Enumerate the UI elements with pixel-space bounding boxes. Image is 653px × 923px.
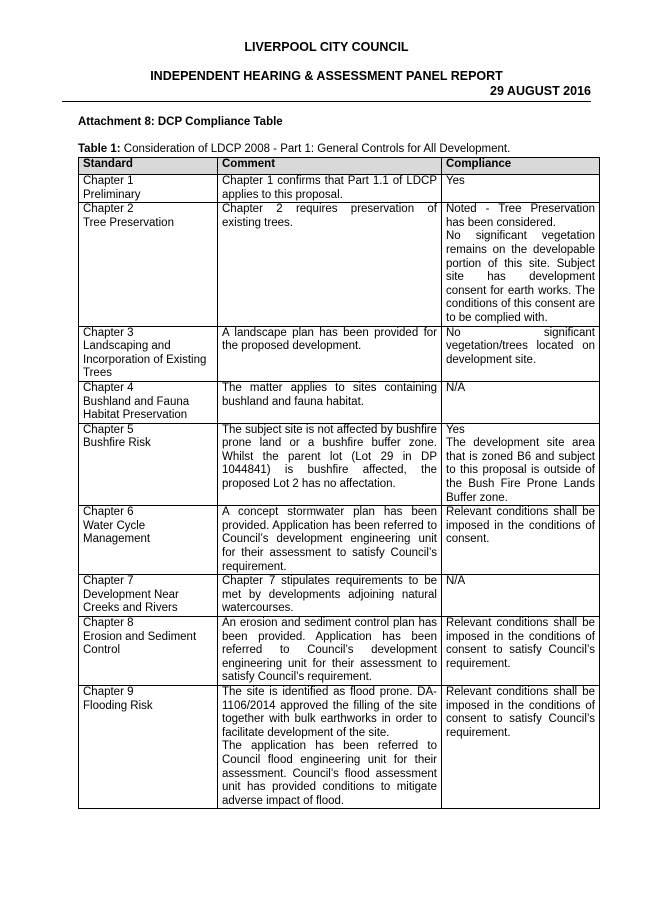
standard-chapter: Chapter 9 xyxy=(83,685,134,698)
standard-title: Preliminary xyxy=(83,188,141,201)
report-date: 29 AUGUST 2016 xyxy=(490,84,591,98)
cell-comment: The subject site is not affected by bushfire prone land or a bushfire buffer zone. Whilst the parent lot (Lot 29 in DP 1044841) is bushfire affected, the proposed Lot 2 has no affectation. xyxy=(218,423,442,506)
standard-title: Bushfire Risk xyxy=(83,437,151,450)
cell-standard xyxy=(79,381,218,423)
dcp-compliance-table xyxy=(78,157,600,809)
compliance-text: Yes xyxy=(446,175,465,187)
table-row xyxy=(79,617,600,686)
cell-standard xyxy=(79,175,218,203)
cell-compliance xyxy=(442,203,600,326)
cell-comment: Chapter 1 confirms that Part 1.1 of LDCP applies to this proposal. xyxy=(218,175,442,203)
compliance-text: No significant vegetation/trees located on development site. xyxy=(446,326,595,366)
compliance-text: Relevant conditions shall be imposed in the conditions of consent to satisfy Council’s requirement. xyxy=(446,685,595,739)
table-row xyxy=(79,203,600,326)
column-header-comment: Comment xyxy=(218,158,442,175)
cell-compliance xyxy=(442,506,600,575)
cell-comment: A concept stormwater plan has been provided. Application has been referred to Council’s development engineering unit for their assessment to satisfy Council’s requirement. xyxy=(218,506,442,575)
table-caption xyxy=(78,143,510,155)
report-title: INDEPENDENT HEARING & ASSESSMENT PANEL REPORT xyxy=(150,69,503,83)
table-row xyxy=(79,326,600,381)
cell-standard xyxy=(79,685,218,808)
standard-title: Bushland and Fauna Habitat Preservation xyxy=(83,395,190,422)
cell-standard xyxy=(79,506,218,575)
table-row xyxy=(79,175,600,203)
table-row xyxy=(79,685,600,808)
compliance-text: Relevant conditions shall be imposed in the conditions of consent to satisfy Council’s requirement. xyxy=(446,617,595,670)
standard-chapter: Chapter 2 xyxy=(83,203,134,216)
standard-title: Landscaping and Incorporation of Existing Trees xyxy=(83,340,207,380)
standard-chapter: Chapter 8 xyxy=(83,617,134,629)
compliance-text: Noted - Tree Preservation has been considered. xyxy=(446,203,595,229)
cell-standard xyxy=(79,575,218,617)
standard-title: Tree Preservation xyxy=(83,216,174,229)
cell-comment: Chapter 7 stipulates requirements to be met by developments adjoining natural watercourses. xyxy=(218,575,442,617)
compliance-text: Relevant conditions shall be imposed in the conditions of consent. xyxy=(446,506,595,546)
standard-title: Flooding Risk xyxy=(83,699,153,712)
standard-title: Erosion and Sediment Control xyxy=(83,630,197,657)
table-caption-text: Consideration of LDCP 2008 - Part 1: General Controls for All Development. xyxy=(120,143,511,155)
table-row xyxy=(79,506,600,575)
cell-compliance xyxy=(442,175,600,203)
cell-compliance xyxy=(442,575,600,617)
cell-comment: A landscape plan has been provided for the proposed development. xyxy=(218,326,442,381)
standard-chapter: Chapter 6 xyxy=(83,506,134,519)
standard-chapter: Chapter 7 xyxy=(83,575,134,588)
standard-title: Development Near Creeks and Rivers xyxy=(83,588,179,615)
standard-title: Water Cycle Management xyxy=(83,519,151,546)
cell-standard xyxy=(79,617,218,686)
compliance-text: N/A xyxy=(446,381,466,394)
standard-chapter: Chapter 1 xyxy=(83,175,134,187)
cell-compliance xyxy=(442,685,600,808)
table-row xyxy=(79,575,600,617)
cell-compliance xyxy=(442,381,600,423)
cell-compliance xyxy=(442,423,600,506)
standard-chapter: Chapter 3 xyxy=(83,326,134,339)
compliance-text: The development site area that is zoned B6 and subject to this proposal is outside of the Bush Fire Prone Lands Buffer zone. xyxy=(446,437,595,504)
compliance-text: N/A xyxy=(446,575,466,588)
column-header-compliance: Compliance xyxy=(442,158,600,175)
comment-text: The site is identified as flood prone. DA-1106/2014 approved the filling of the site together with bulk earthworks in order to facilitate development of the site. xyxy=(222,685,437,739)
cell-compliance xyxy=(442,617,600,686)
attachment-title: Attachment 8: DCP Compliance Table xyxy=(78,116,283,128)
table-row xyxy=(79,423,600,506)
compliance-text: No significant vegetation remains on the developable portion of this site. Subject site has development consent for earth works. The conditions of this consent are to be complied with. xyxy=(446,230,595,324)
cell-standard xyxy=(79,203,218,326)
council-name: LIVERPOOL CITY COUNCIL xyxy=(244,40,409,54)
standard-chapter: Chapter 4 xyxy=(83,381,134,394)
cell-standard xyxy=(79,423,218,506)
cell-standard xyxy=(79,326,218,381)
table-header-row xyxy=(79,158,600,175)
comment-text: The application has been referred to Council flood engineering unit for their assessment. Council’s flood assessment unit has provided conditions to mitigate adverse impact of flood. xyxy=(222,740,437,807)
compliance-text: Yes xyxy=(446,423,465,436)
header-divider xyxy=(62,101,591,102)
cell-comment: An erosion and sediment control plan has been provided. Application has been referred to Council’s development engineering unit for their assessment to satisfy Council’s requirement. xyxy=(218,617,442,686)
cell-comment: The matter applies to sites containing bushland and fauna habitat. xyxy=(218,381,442,423)
column-header-standard: Standard xyxy=(79,158,218,175)
standard-chapter: Chapter 5 xyxy=(83,423,134,436)
cell-comment: Chapter 2 requires preservation of existing trees. xyxy=(218,203,442,326)
table-caption-label: Table 1: xyxy=(78,143,121,155)
cell-compliance xyxy=(442,326,600,381)
table-row xyxy=(79,381,600,423)
cell-comment xyxy=(218,685,442,808)
